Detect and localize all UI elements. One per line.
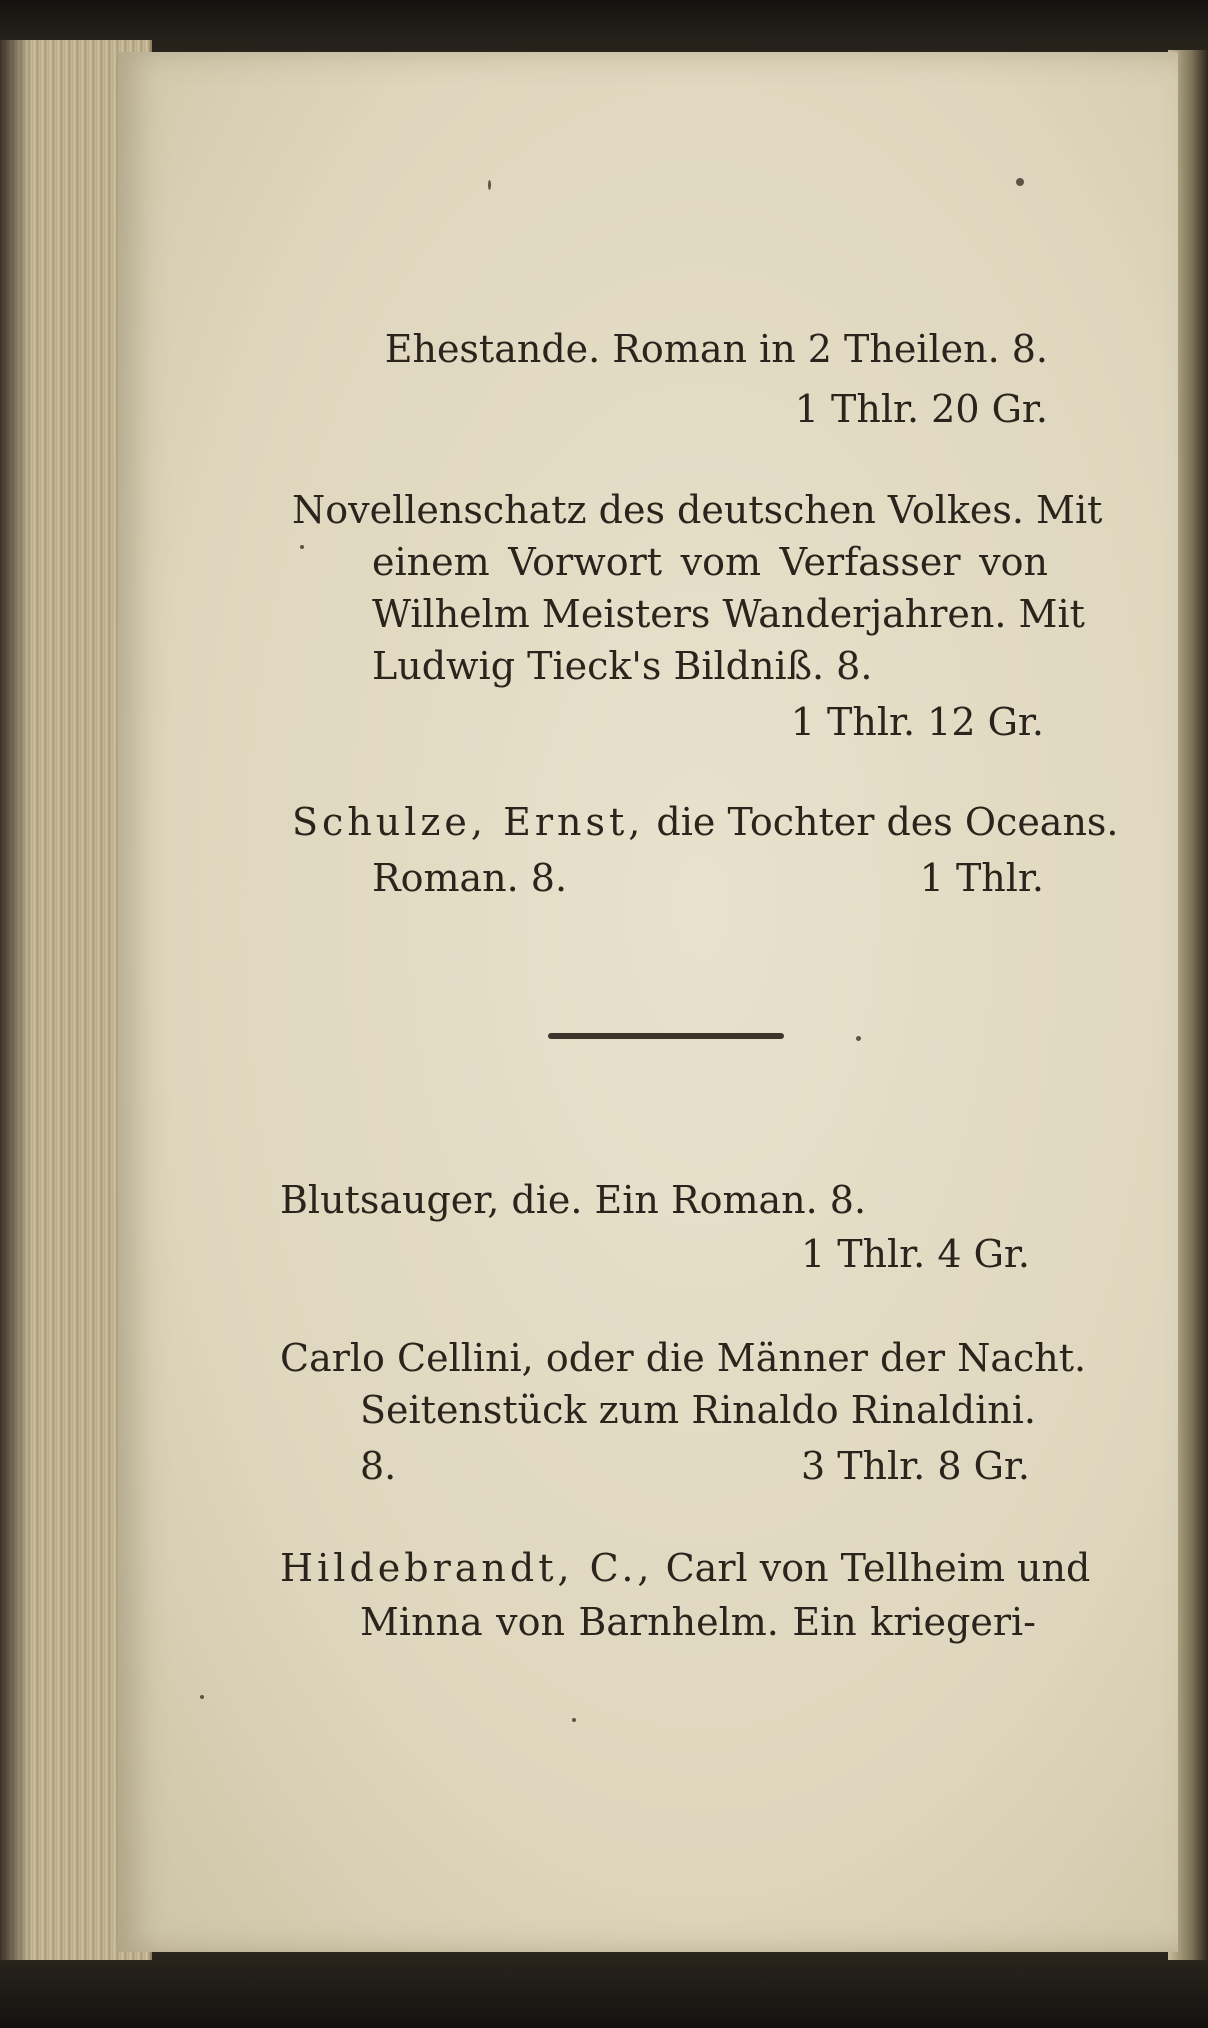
entry-6-author: Hildebrandt, C., (280, 1546, 654, 1590)
entry-5-price: 3 Thlr. 8 Gr. (800, 1444, 1030, 1488)
entry-3-title: die Tochter des Oceans. (656, 800, 1119, 844)
entry-3-line-1 (292, 796, 1119, 848)
book-bottom-edge (0, 1952, 1208, 2028)
section-divider (548, 1033, 784, 1039)
entry-2-line-1: Novellenschatz des deutschen Volkes. Mit (292, 488, 1103, 532)
entry-5-line-3: 8. (360, 1444, 397, 1488)
entry-2-line-2: einem Vorwort vom Verfasser von (372, 540, 1048, 584)
paper-speck (856, 1036, 861, 1041)
binding-shadow (0, 40, 30, 1960)
entry-3-line-2: Roman. 8. (372, 856, 568, 900)
entry-6-line-1 (280, 1542, 1091, 1594)
paper-speck (572, 1718, 576, 1722)
paper-speck (300, 545, 304, 549)
entry-5-line-2: Seitenstück zum Rinaldo Rinaldini. (360, 1388, 1036, 1432)
paper-speck (1016, 178, 1024, 186)
entry-6-title: Carl von Tellheim und (665, 1546, 1091, 1590)
entry-5-line-1: Carlo Cellini, oder die Männer der Nacht. (280, 1336, 1087, 1380)
entry-2-line-4: Ludwig Tieck's Bildniß. 8. (372, 644, 873, 688)
entry-2-price: 1 Thlr. 12 Gr. (790, 700, 1044, 744)
entry-4-price: 1 Thlr. 4 Gr. (800, 1232, 1030, 1276)
entry-3-author: Schulze, Ernst, (292, 800, 645, 844)
entry-3-price: 1 Thlr. (919, 856, 1044, 900)
paper-speck (200, 1695, 204, 1699)
entry-4-line-1: Blutsauger, die. Ein Roman. 8. (280, 1178, 867, 1222)
entry-1-price: 1 Thlr. 20 Gr. (794, 387, 1048, 431)
entry-6-line-2: Minna von Barnhelm. Ein kriegeri- (360, 1600, 1036, 1644)
book-top-edge (0, 0, 1208, 60)
paper-speck (488, 180, 491, 190)
entry-1-line-1: Ehestande. Roman in 2 Theilen. 8. (384, 327, 1048, 371)
entry-2-line-3: Wilhelm Meisters Wanderjahren. Mit (372, 592, 1085, 636)
